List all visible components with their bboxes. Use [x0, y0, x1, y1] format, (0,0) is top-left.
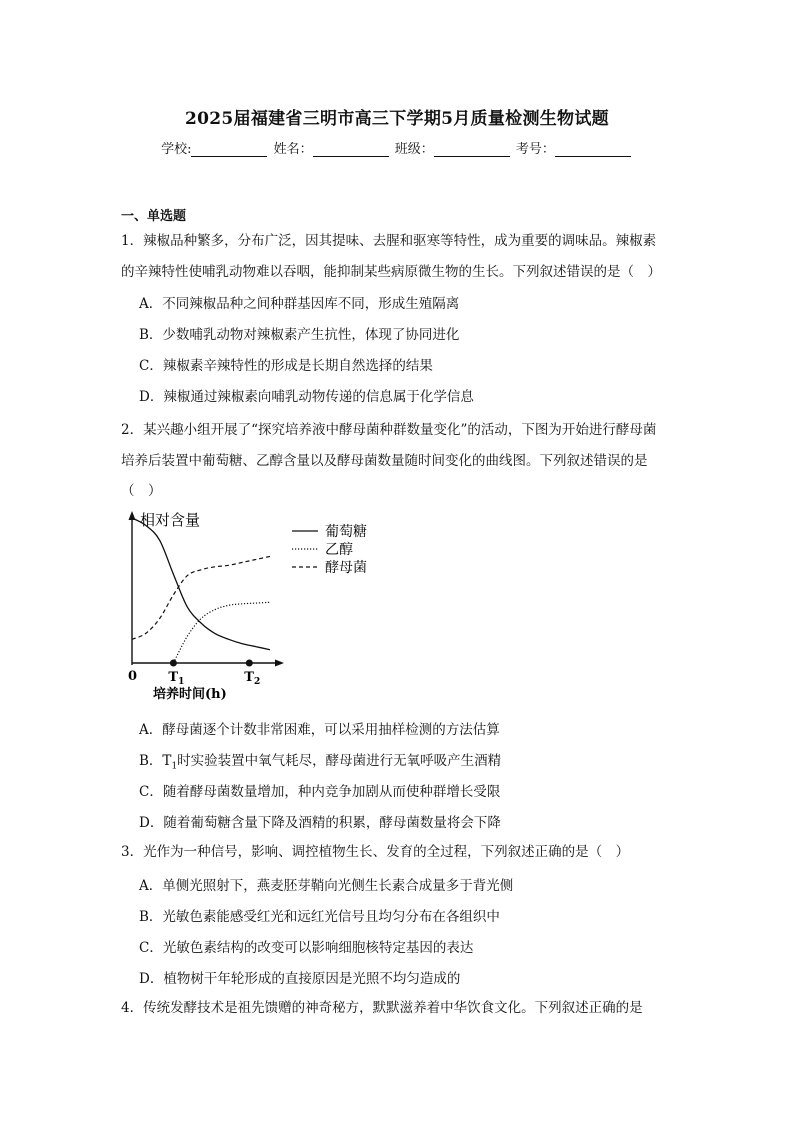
t1-marker [170, 660, 177, 667]
series-line-ethanol [173, 602, 270, 663]
legend-ethanol-label: 乙醇 [325, 542, 353, 558]
student-info-row [0, 138, 794, 157]
question-4-line-1: 4．传统发酵技术是祖先馈赠的神奇秘方，默默滋养着中华饮食文化。下列叙述正确的是 [121, 1000, 643, 1016]
question-2-line-3: （ ） [121, 483, 162, 499]
question-3-option-a: A．单侧光照射下，燕麦胚芽鞘向光侧生长素合成量多于背光侧 [139, 878, 514, 894]
class-label: 班级： [394, 142, 434, 157]
name-blank[interactable] [313, 142, 389, 157]
t2-tick-label: $T_2$ [244, 670, 261, 687]
question-2-option-c: C．随着酵母菌数量增加，种内竞争加剧从而使种群增长受限 [139, 784, 501, 800]
question-1-option-b: B．少数哺乳动物对辣椒素产生抗性，体现了协同进化 [139, 327, 460, 343]
page-title: 2025届福建省三明市高三下学期5月质量检测生物试题 [185, 109, 609, 129]
question-1-line-1: 1．辣椒品种繁多，分布广泛，因其提味、去腥和驱寒等特性，成为重要的调味品。辣椒素 [121, 233, 657, 249]
legend-yeast-label: 酵母菌 [325, 560, 367, 576]
exam-number-label: 考号： [515, 142, 555, 157]
legend-glucose-label: 葡萄糖 [325, 524, 367, 540]
origin-label: 0 [128, 669, 138, 684]
school-blank[interactable] [191, 142, 267, 157]
question-1-option-d: D．辣椒通过辣椒素向哺乳动物传递的信息属于化学信息 [139, 389, 474, 405]
y-axis-label: 相对含量 [140, 511, 201, 529]
t2-marker [246, 660, 253, 667]
series-line-yeast [132, 556, 270, 639]
section-heading: 一、单选题 [121, 209, 187, 224]
question-2-line-1: 2．某兴趣小组开展了“探究培养液中酵母菌种群数量变化”的活动，下图为开始进行酵母菌 [121, 422, 657, 438]
name-label: 姓名： [273, 142, 313, 157]
question-3-option-c: C．光敏色素结构的改变可以影响细胞核特定基因的表达 [139, 940, 474, 956]
question-2-option-b: B．$T_1$时实验装置中氧气耗尽，酵母菌进行无氧呼吸产生酒精 [139, 753, 502, 772]
question-2-option-a: A．酵母菌逐个计数非常困难，可以采用抽样检测的方法估算 [139, 722, 500, 738]
question-1-option-a: A．不同辣椒品种之间种群基因库不同，形成生殖隔离 [139, 296, 460, 312]
question-2-line-2: 培养后装置中葡萄糖、乙醇含量以及酵母菌数量随时间变化的曲线图。下列叙述错误的是 [121, 453, 648, 469]
question-2-option-d: D．随着葡萄糖含量下降及酒精的积累，酵母菌数量将会下降 [139, 815, 501, 831]
yeast-culture-chart [118, 503, 398, 703]
question-1-line-2: 的辛辣特性使哺乳动物难以吞咽，能抑制某些病原微生物的生长。下列叙述错误的是（ ） [121, 264, 661, 280]
question-3-option-b: B．光敏色素能感受红光和远红光信号且均匀分布在各组织中 [139, 909, 500, 925]
question-3-line-1: 3．光作为一种信号，影响、调控植物生长、发育的全过程，下列叙述正确的是（ ） [121, 844, 630, 860]
question-3-option-d: D．植物树干年轮形成的直接原因是光照不均匀造成的 [139, 971, 461, 987]
exam-number-blank[interactable] [555, 142, 631, 157]
series-line-glucose [132, 518, 270, 650]
question-1-option-c: C．辣椒素辛辣特性的形成是长期自然选择的结果 [139, 358, 433, 374]
x-axis-arrow-icon [275, 660, 284, 667]
school-label: 学校: [161, 142, 192, 157]
t1-tick-label: $T_1$ [168, 670, 185, 687]
x-axis-label: 培养时间(h) [153, 687, 227, 702]
class-blank[interactable] [434, 142, 510, 157]
